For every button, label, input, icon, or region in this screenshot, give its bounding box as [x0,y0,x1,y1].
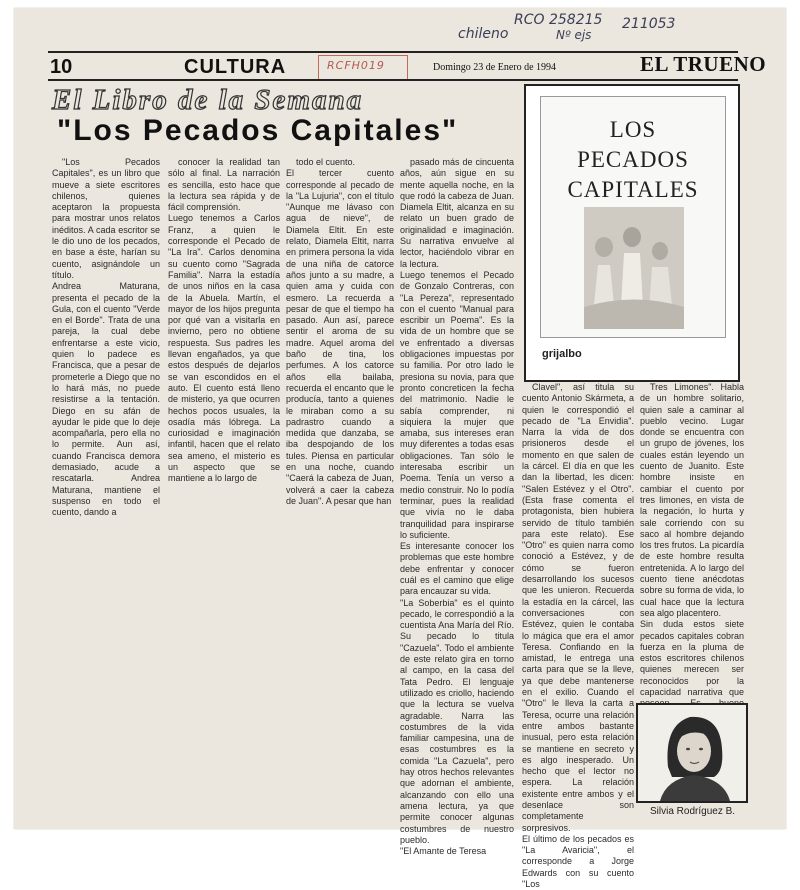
author-portrait-icon [638,705,746,801]
book-title-line-2: PECADOS [577,147,689,172]
handwritten-note-right: 211053 [622,16,676,32]
issue-date: Domingo 23 de Enero de 1994 [433,62,557,73]
publisher-logo: grijalbo [542,348,582,360]
archive-stamp [318,55,408,80]
archive-stamp-text: RCFH019 [327,59,385,72]
handwritten-note-mid: Nº ejs [556,28,592,42]
section-title: CULTURA [184,56,287,78]
article-headline: "Los Pecados Capitales" [57,114,459,147]
header-bottom-rule [48,79,738,81]
header-top-rule [48,51,738,53]
author-byline: Silvia Rodríguez B. [650,806,736,817]
page-number: 10 [50,56,73,78]
book-cover-frame [524,84,740,382]
article-column-2: conocer la realidad tan sólo al final. La narración es sencilla, esto hace que la lectura sea rápida y de fácil comprensión. Luego tenemos a Carlos Franz, a quien le corresponde el Pecado de "La Ira". Carlos denomina su cuento como "Sagrada Familia". Narra la estadía de unos niños en la casa de la Abuela. Martín, el mayor de los hijos pregunta por qué van a visitarla en invierno, pero no obtiene respuesta. Sus padres les llevan engañados, ya que estos después de dejarlos se van escondidos en el auto. El cuento está lleno de misterio, ya que ocurren hechos pocos usuales, la osadía más lóbrega. La curiosidad e imaginación infantil, hacen que el relato sea ameno, el misterio es un aspecto que se mantiene a lo largo de [168,157,280,484]
newspaper-name: EL TRUENO [640,52,767,76]
book-title-line-3: CAPITALES [567,177,699,202]
figures-illustration-icon [584,207,684,329]
article-column-4: pasado más de cincuenta años, aún sigue en su mente aquella noche, en la que rodó la cabeza de Juan. Diamela Eltit, alcanza en su relato un buen grado de originalidad e imaginación. Su narrativa envuelve al lector, haciéndolo vibrar en la lectura. Luego tenemos el Pecado de Gonzalo Contreras, con "La Pereza", representado con el cuento "Manual para escribir un Poema". Es la vida de un hombre que se ve enfrentado a diversas obligaciones impuestas por su familia. Por otro lado le presiona su novia, para que pronto concreticen la fecha del matrimonio. Nadie le sabía comprender, ni siquiera la mujer que amaba, sus intereses eran muy diferentes a todas esas obligaciones. Tan sólo le interesaba escribir un Poema. Tenía un verso a medio construir. No lo podía terminar, pues la realidad que vivía no le daba tranquilidad para inspirarse lo suficiente. Es interesante conocer los problemas que este hombre debe enfrentar y conocer cuál es el camino que elige para encauzar su vida. "La Soberbia" es el quinto pecado, le correspondió a la cuentista Ana María del Río. Su pecado lo titula "Cazuela". Todo el ambiente de este relato gira en torno al campo, en la casa del Tata Pedro. El lenguaje utilizado es criollo, haciendo que la lectura se vuelva agradable. Narra las costumbres de la vida familiar campesina, una de esas costumbres es la comida "La Cazuela", pero hay otros hechos relevantes que adornan el ambiente, alcanzando con ello una amena lectura, ya que permite conocer algunas costumbres de nuestro pueblo. "El Amante de Teresa [400,157,514,857]
article-column-1: "Los Pecados Capitales", es un libro que mueve a siete escritores chilenos, quienes aceptaron la propuesta para mostrar unos relatos inéditos. A cada escritor se le dio uno de los pecados, en base a éste, harían su cuento, asignándole un título. Andrea Maturana, presenta el pecado de la Gula, con el cuento "Verde en el Borde". Trata de una pareja, la cual debe enfrentarse a este vicio, quien lo padece es Francisca, que a pesar de prometerle a Diego que no lo hará más, no puede resistirse a la tentación. Diego en su afán de ayudar le pide que lo deje acompañarla, pero ella no lo permite. Aun así, cuando Francisca demora demasiado, acude a rescatarla. Andrea Maturana, mantiene el suspenso en todo el cuento, dando a [52,157,160,518]
handwritten-note-left: chileno [458,26,509,42]
book-title-line-1: LOS [609,117,657,142]
article-kicker: El Libro de la Semana [52,84,364,116]
author-photo [636,703,748,803]
article-column-3: todo el cuento. El tercer cuento corresponde al pecado de la "La Lujuria", con el título "Aunque me lávaso con agua de nieve", de Diamela Eltit. En este relato, Diamela Eltit, narra en primera persona la vida de una niña de catorce años junto a su madre, a quien ama y cuida con esmero. La recuerda a pesar de que el tiempo ha pasado. Aun así, parece sentir el aroma de su madre. Aquel aroma del baño de tina, los perfumes. A los catorce años ella bailaba, recuerda el encanto que le producía, tanto a quienes le miraban como a su padrastro cuando a medida que danzaba, se iba despojando de los tules. Piensa en particular en una noche, cuando "Caerá la cabeza de Juan, volverá a caer la cabeza de Juan". A pesar que han [286,157,394,506]
article-column-5: Clavel", así titula su cuento Antonio Skármeta, a quien le correspondió el pecado de "La Envidia". Narra la vida de dos prisioneros desde el momento en que salen de la cárcel. El día en que les dan la libertad, les dicen: "Salen Estévez y el Otro". (Esta frase comenta el protagonista, bien hubiera servido de título también para este relato). Ese "Otro" es quien narra como conoció a Estévez, y de cómo se fueron desarrollando los sucesos que les unieron. Recuerda la estadía en la cárcel, las conversaciones con Estévez, quien le contaba lo mágica que era el amor Teresa. Confiando en la amistad, le entrega una carta para que se la lleve, ya que debe mantenerse en el exilio. Cuando el "Otro" le lleva la carta a Teresa, ocurre una relación entre ambos bastante inusual, pero esta relación se mantiene en secreto y es algo inesperado. Un hecho que el lector no espera. La relación existente entre ambos y el desenlace son completamente sorpresivos. El último de los pecados es "La Avaricia", el corresponde a Jorge Edwards con su cuento "Los [522,382,634,890]
book-cover [540,96,726,338]
article-column-6: Tres Limones". Habla de un hombre solitario, quien sale a caminar al pueblo vecino. Lugar donde se encuentra con un grupo de jóvenes, los cuales están leyendo un cuento de Juanito. Este hombre insiste en cambiar el cuento por tres limones, en vista de la negación, lo hurta y sale corriendo con su saco al hombre dejando los tres frutos. La picardía de este hombre resulta entretenida. A lo largo del cuento tiene anécdotas sobre su forma de vida, lo cual hace que la lectura sea algo placentero. Sin duda estos siete pecados capitales cobran fuerza en la pluma de estos escritores chilenos quienes merecen ser reconocidos por la capacidad narrativa que [640,382,744,698]
book-cover-illustration [584,207,684,329]
handwritten-catalog-code: RCO 258215 [514,12,603,28]
